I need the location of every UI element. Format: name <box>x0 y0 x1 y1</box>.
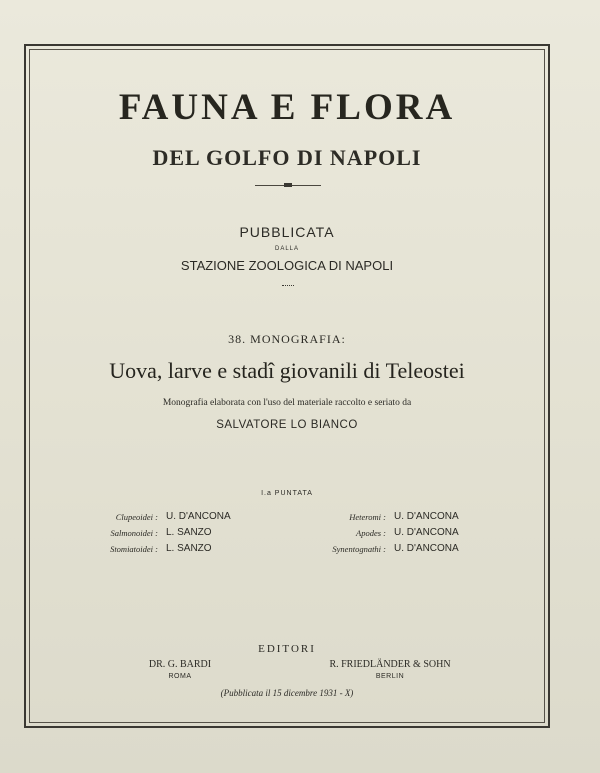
installment-label: I.a PUNTATA <box>261 490 313 497</box>
group-author: U. D'ANCONA <box>166 511 231 522</box>
group-name: Salmonoidei : <box>110 528 158 538</box>
series-title: FAUNA E FLORA <box>118 87 456 128</box>
city-right: BERLIN <box>375 673 405 680</box>
publishers-label: EDITORI <box>258 643 316 655</box>
group-name: Stomiatoidei : <box>110 544 158 554</box>
group-author: L. SANZO <box>166 543 212 554</box>
ornament-dots <box>282 285 294 287</box>
group-name: Apodes : <box>356 528 386 538</box>
monograph-description: Monografia elaborata con l'uso del materiale raccolto e seriato da <box>162 398 412 408</box>
publisher-left: DR. G. BARDI <box>148 659 212 670</box>
group-author: U. D'ANCONA <box>394 511 459 522</box>
group-name: Clupeoidei : <box>115 512 158 522</box>
book-title: Uova, larve e stadî giovanili di Teleostei <box>109 358 465 383</box>
series-subtitle: DEL GOLFO DI NAPOLI <box>152 145 422 170</box>
group-author: L. SANZO <box>166 527 212 538</box>
monograph-number: 38. MONOGRAFIA: <box>228 332 346 346</box>
group-author: U. D'ANCONA <box>394 543 459 554</box>
city-left: ROMA <box>168 673 192 680</box>
institution-name: STAZIONE ZOOLOGICA DI NAPOLI <box>180 258 394 273</box>
author-name: SALVATORE LO BIANCO <box>216 419 358 431</box>
publication-date: (Pubblicata il 15 dicembre 1931 - X) <box>220 688 354 698</box>
group-author: U. D'ANCONA <box>394 527 459 538</box>
publisher-right: R. FRIEDLÄNDER & SOHN <box>329 659 451 670</box>
ornament-dot <box>284 183 292 187</box>
group-name: Heteromi : <box>349 512 386 522</box>
by-label: DALLA <box>274 246 299 252</box>
published-label: PUBBLICATA <box>239 224 335 240</box>
group-name: Synentognathi : <box>332 544 386 554</box>
